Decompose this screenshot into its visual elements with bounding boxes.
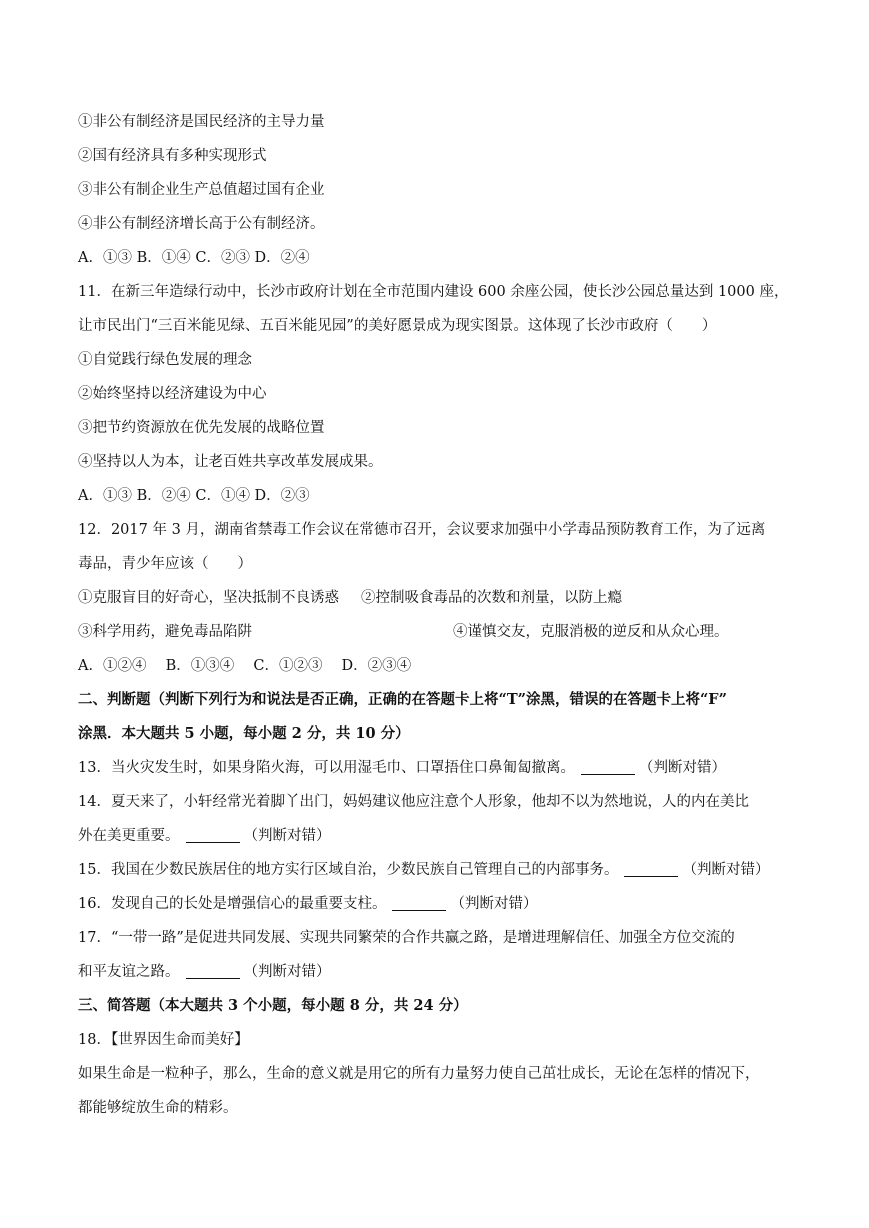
q14-line1: 14．夏天来了，小轩经常光着脚丫出门，妈妈建议他应注意个人形象，他却不以为然地说，人的内在美比 (78, 794, 749, 810)
q11-statement-2: ②始终坚持以经济建设为中心 (78, 386, 267, 402)
q10-statement-3: ③非公有制企业生产总值超过国有企业 (78, 182, 325, 198)
judge-label: （判断对错） (243, 828, 331, 844)
q12-statements-row1 (78, 584, 798, 618)
answer-blank (624, 860, 678, 877)
q11-options: A．①③ B．②④ C．①④ D．②③ (78, 488, 310, 504)
q10-statement-1: ①非公有制经济是国民经济的主导力量 (78, 114, 325, 130)
q11-statement-4: ④坚持以人为本，让老百姓共享改革发展成果。 (78, 454, 383, 470)
q16 (78, 890, 798, 924)
q11-stem-line2: 让市民出门“三百米能见绿、五百米能见园”的美好愿景成为现实图景。这体现了长沙市政府（ ） (78, 318, 717, 334)
judge-label: （判断对错） (243, 964, 331, 980)
q15-text: 15．我国在少数民族居住的地方实行区域自治，少数民族自己管理自己的内部事务。 (78, 862, 619, 878)
answer-blank (581, 758, 635, 775)
answer-blank (392, 894, 446, 911)
q10-statement-4: ④非公有制经济增长高于公有制经济。 (78, 216, 325, 232)
q15 (78, 856, 798, 890)
judge-label: （判断对错） (638, 760, 726, 776)
q13 (78, 754, 798, 788)
judge-label: （判断对错） (682, 862, 770, 878)
q13-text: 13．当火灾发生时，如果身陷火海，可以用湿毛巾、口罩捂住口鼻匍匐撤离。 (78, 760, 575, 776)
q12-options: A．①②④ B．①③④ C．①②③ D．②③④ (78, 658, 412, 674)
q11-stem-line1: 11．在新三年造绿行动中，长沙市政府计划在全市范围内建设 600 余座公园，使长沙公园总量达到 1000 座， (78, 284, 789, 300)
q11-statement-1: ①自觉践行绿色发展的理念 (78, 352, 252, 368)
answer-blank (186, 826, 240, 843)
judge-label: （判断对错） (450, 896, 538, 912)
q14-text: 外在美更重要。 (78, 828, 180, 844)
q18-line1: 如果生命是一粒种子，那么，生命的意义就是用它的所有力量努力使自己茁壮成长，无论在怎样的情况下， (78, 1066, 760, 1082)
q12-stem-line1: 12．2017 年 3 月，湖南省禁毒工作会议在常德市召开，会议要求加强中小学毒品预防教育工作，为了远离 (78, 522, 766, 538)
section2-heading-line1: 二、判断题（判断下列行为和说法是否正确，正确的在答题卡上将“T”涂黑，错误的在答题卡上将“F” (78, 691, 727, 708)
q14-line2 (78, 822, 798, 856)
q12-statements-row2 (78, 618, 798, 652)
q12-stem-line2: 毒品，青少年应该（ ） (78, 556, 252, 572)
q11-statement-3: ③把节约资源放在优先发展的战略位置 (78, 420, 325, 436)
section3-heading: 三、简答题（本大题共 3 个小题，每小题 8 分，共 24 分） (78, 997, 468, 1014)
q17-text: 和平友谊之路。 (78, 964, 180, 980)
exam-page (78, 108, 798, 1128)
q12-statement-2: ②控制吸食毒品的次数和剂量，以防上瘾 (361, 590, 622, 606)
q17-line1: 17．“一带一路”是促进共同发展、实现共同繁荣的合作共赢之路，是增进理解信任、加强全方位交流的 (78, 930, 735, 946)
q12-statement-1: ①克服盲目的好奇心，坚决抵制不良诱惑 (78, 590, 339, 606)
q18-title: 18．【世界因生命而美好】 (78, 1032, 249, 1048)
q12-statement-3: ③科学用药，避免毒品陷阱 (78, 624, 252, 640)
q17-line2 (78, 958, 798, 992)
section2-heading-line2: 涂黑．本大题共 5 小题，每小题 2 分，共 10 分） (78, 725, 410, 742)
q16-text: 16．发现自己的长处是增强信心的最重要支柱。 (78, 896, 387, 912)
q10-statement-2: ②国有经济具有多种实现形式 (78, 148, 267, 164)
q10-options: A．①③ B．①④ C．②③ D．②④ (78, 250, 310, 266)
q18-line2: 都能够绽放生命的精彩。 (78, 1100, 238, 1116)
answer-blank (186, 962, 240, 979)
q12-statement-4: ④谨慎交友，克服消极的逆反和从众心理。 (453, 624, 729, 640)
